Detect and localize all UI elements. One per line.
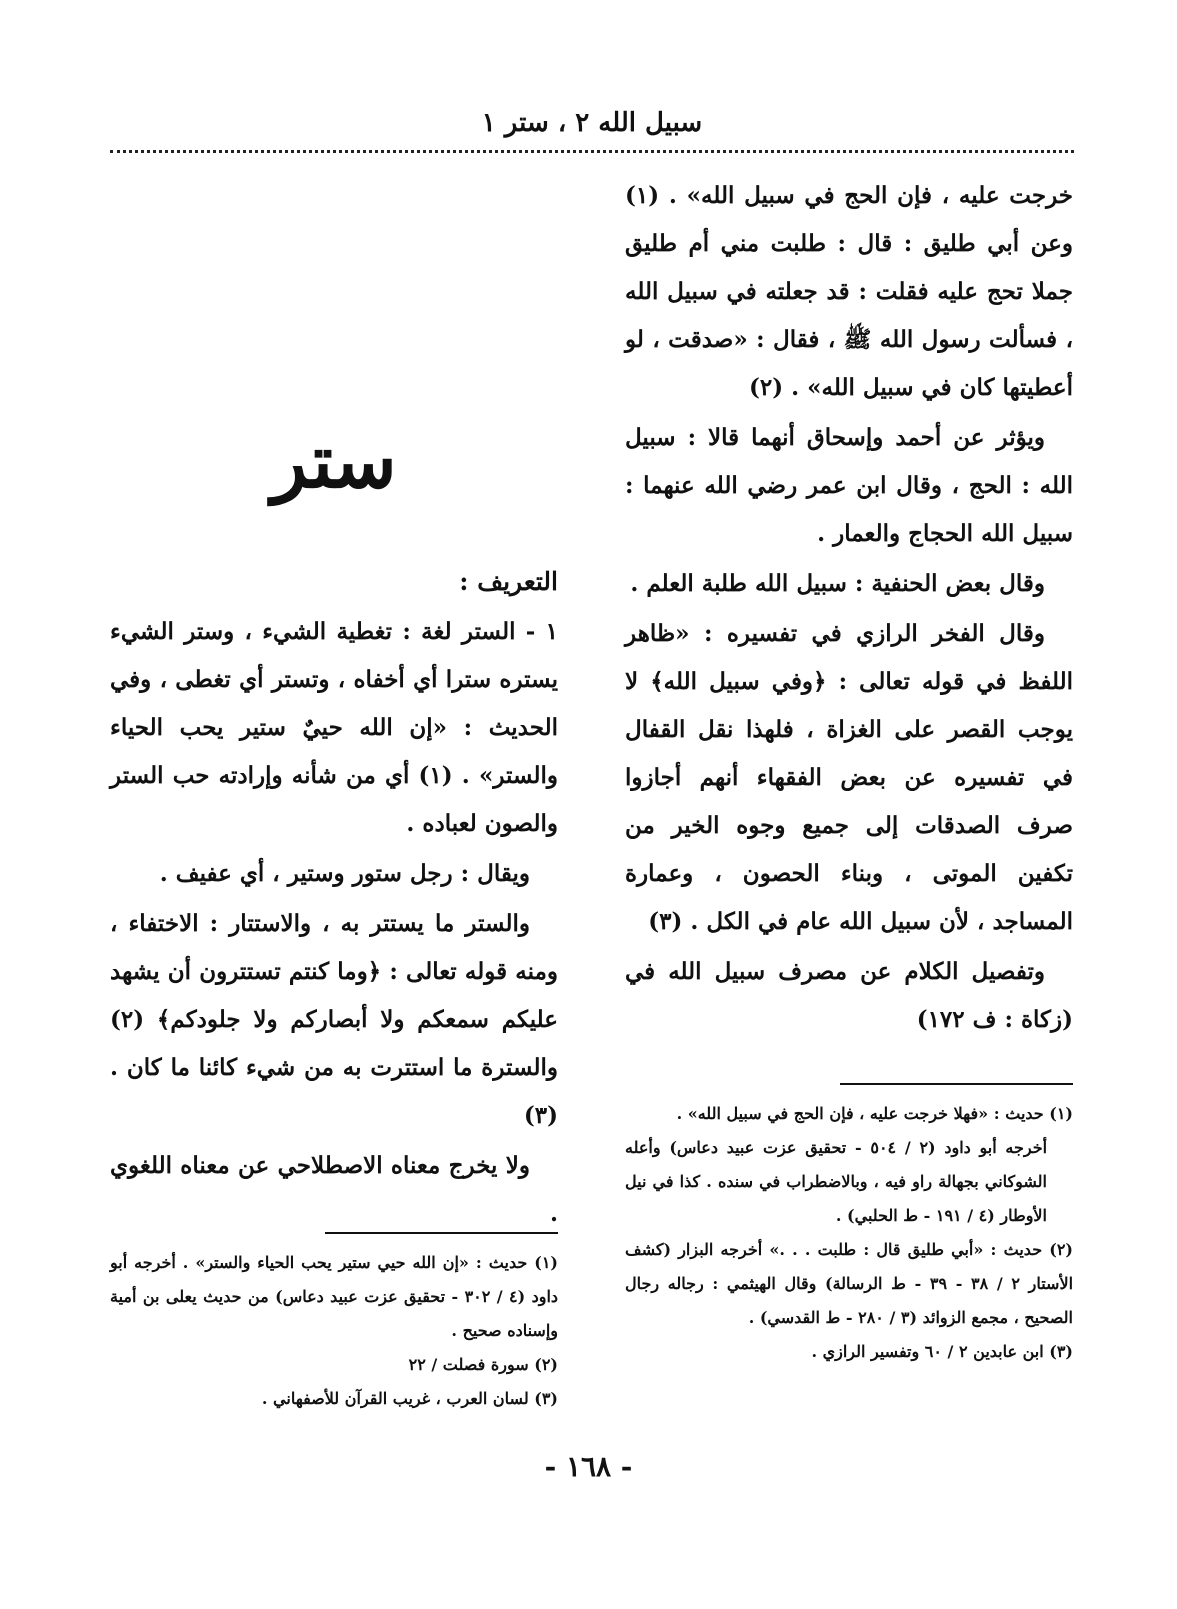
- left-paragraph: ويقال : رجل ستور وستير ، أي عفيف .: [159, 860, 530, 887]
- footnotes-right: [625, 1097, 1073, 1369]
- right-paragraph: وقال بعض الحنفية : سبيل الله طلبة العلم .: [630, 570, 1045, 597]
- entry-headword: ستر: [271, 419, 397, 505]
- footnote-divider-left: [325, 1232, 558, 1234]
- right-paragraph: ويؤثر عن أحمد وإسحاق أنهما قالا : سبيل الله : الحج ، وقال ابن عمر رضي الله عنهما : سبيل الله الحجاج والعمار .: [625, 424, 1073, 547]
- right-paragraph: وقال الفخر الرازي في تفسيره : «ظاهر اللفظ في قوله تعالى : ﴿وفي سبيل الله﴾ لا يوجب القصر على الغزاة ، فلهذا نقل القفال في تفسيره عن بعض الفقهاء أنهم أجازوا صرف الصدقات إلى جميع وجوه الخير من تكفين الموتى ، وبناء الحصون ، وعمارة المساجد ، لأن سبيل الله عام في الكل . (٣): [625, 620, 1073, 935]
- footnote-divider-right: [840, 1083, 1073, 1085]
- left-paragraph: والستر ما يستتر به ، والاستتار : الاختفاء ، ومنه قوله تعالى : ﴿وما كنتم تستترون أن يشهد عليكم سمعكم ولا أبصاركم ولا جلودكم﴾ (٢) والسترة ما استترت به من شيء كائنا ما كان . (٣): [110, 910, 558, 1129]
- running-head: سبيل الله ٢ ، ستر ١: [481, 108, 703, 138]
- footnote: (٣) ابن عابدين ٢ / ٦٠ وتفسير الرازي .: [811, 1342, 1073, 1361]
- right-paragraph: خرجت عليه ، فإن الحج في سبيل الله» . (١) وعن أبي طليق : قال : طلبت مني أم طليق جملا تحج عليه فقلت : قد جعلته في سبيل الله ، فسألت رسول الله ﷺ ، فقال : «صدقت ، لو أعطيتها كان في سبيل الله» . (٢): [625, 182, 1073, 401]
- footnote: (٣) لسان العرب ، غريب القرآن للأصفهاني .: [261, 1389, 558, 1408]
- footnote: (٢) سورة فصلت / ٢٢: [408, 1355, 558, 1374]
- footnote: (٢) حديث : «أبي طليق قال : طلبت . . .» أخرجه البزار (كشف الأستار ٢ / ٣٨ - ٣٩ - ط الرسالة) وقال الهيثمي : رجاله رجال الصحيح ، مجمع الزوائد (٣ / ٢٨٠ - ط القدسي) .: [625, 1240, 1074, 1327]
- header-divider: [110, 150, 1074, 153]
- right-column: [625, 172, 1073, 1046]
- footnotes-left: [110, 1246, 558, 1416]
- footnote: أخرجه أبو داود (٢ / ٥٠٤ - تحقيق عزت عبيد دعاس) وأعله الشوكاني بجهالة راو فيه ، وبالاضطراب في سنده . كذا في نيل الأوطار (٤ / ١٩١ - ط الحلبي) .: [625, 1138, 1048, 1225]
- left-paragraph: ١ - الستر لغة : تغطية الشيء ، وستر الشيء يستره سترا أي أخفاه ، وتستر أي تغطى ، وفي الحديث : «إن الله حييٌ ستير يحب الحياء والستر» . (١) أي من شأنه وإرادته حب الستر والصون لعباده .: [110, 618, 558, 837]
- left-column: [110, 172, 558, 1240]
- footnote: (١) حديث : «إن الله حيي ستير يحب الحياء والستر» . أخرجه أبو داود (٤ / ٣٠٢ - تحقيق عزت عبيد دعاس) من حديث يعلى بن أمية وإسناده صحيح .: [110, 1253, 559, 1340]
- left-paragraph: ولا يخرج معناه الاصطلاحي عن معناه اللغوي .: [110, 1152, 558, 1227]
- section-title: التعريف :: [459, 567, 558, 596]
- footnote: (١) حديث : «فهلا خرجت عليه ، فإن الحج في سبيل الله» .: [676, 1104, 1073, 1123]
- page-number: - ١٦٨ -: [544, 1450, 633, 1483]
- right-paragraph: وتفصيل الكلام عن مصرف سبيل الله في (زكاة : ف ١٧٢): [625, 958, 1073, 1033]
